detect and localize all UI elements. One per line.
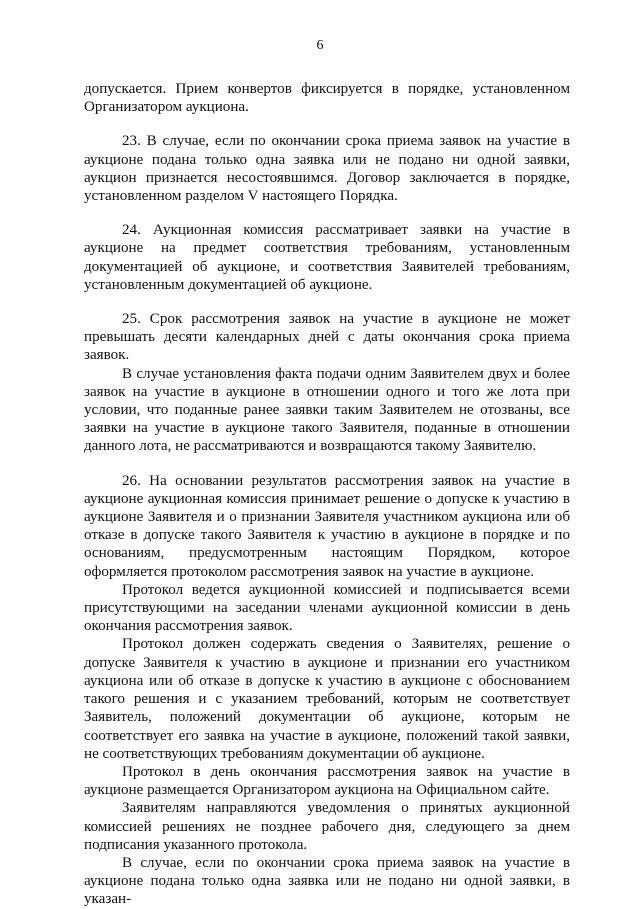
paragraph-continuation: допускается. Прием конвертов фиксируется в порядке, установленном Организатором аукциона. [84, 81, 570, 116]
paragraph-26-protocol-publication: Протокол в день окончания рассмотрения заявок на участие в аукционе размещается Организатором аукциона на Официальном сайте. [84, 763, 570, 799]
paragraph-gap [84, 205, 570, 221]
paragraph-26-notifications: Заявителям направляются уведомления о принятых аукционной комиссией решениях не позднее рабочего дня, следующего за днем подписания указанного протокола. [84, 800, 570, 853]
document-body [84, 80, 570, 909]
paragraph-26-protocol-contents: Протокол должен содержать сведения о Заявителях, решение о допуске Заявителя к участию в аукционе и признании его участником аукциона или об отказе в допуске к участию в аукционе с обоснованием такого решения и с указанием требований, которым не соответствует Заявитель, положений документации об аукционе, которым не соответствует его заявка на участие в аукционе, положений такой заявки, не соответствующих требованиям документации об аукционе. [84, 636, 570, 762]
page-number: 6 [316, 38, 324, 53]
paragraph-25: 25. Срок рассмотрения заявок на участие в аукционе не может превышать десяти календарных дней с даты окончания срока приема заявок. [84, 311, 570, 364]
paragraph-25-duplicate-applications: В случае установления факта подачи одним Заявителем двух и более заявок на участие в аукционе в отношении одного и того же лота при условии, что поданные ранее заявки таким Заявителем не отозваны, все заявки на участие в аукционе такого Заявителя, поданные в отношении данного лота, не рассматриваются и возвращаются такому Заявителю. [84, 365, 570, 455]
paragraph-26-single-application: В случае, если по окончании срока приема заявок на участие в аукционе подана только одна заявка или не подано ни одной заявки, в указан- [84, 854, 570, 908]
paragraph-26: 26. На основании результатов рассмотрения заявок на участие в аукционе аукционная комиссия принимает решение о допуске к участию в аукционе Заявителя и о признании Заявителя участником аукциона или об отказе в допуске такого Заявителя к участию в аукционе в порядке и по основаниям, предусмотренным настоящим Порядком, которое оформляется протоколом рассмотрения заявок на участие в аукционе. [84, 472, 570, 580]
paragraph-gap [84, 294, 570, 310]
paragraph-23: 23. В случае, если по окончании срока приема заявок на участие в аукционе подана только одна заявка или не подано ни одной заявки, аукцион признается несостоявшимся. Договор заключается в порядке, установленном разделом V настоящего Порядка. [84, 133, 570, 205]
paragraph-24: 24. Аукционная комиссия рассматривает заявки на участие в аукционе на предмет соответствия требованиям, установленным документацией об аукционе, и соответствия Заявителей требованиям, установленным документацией об аукционе. [84, 222, 570, 293]
paragraph-26-protocol-signing: Протокол ведется аукционной комиссией и подписывается всеми присутствующими на заседании членами аукционной комиссии в день окончания рассмотрения заявок. [84, 581, 570, 635]
paragraph-gap [84, 456, 570, 472]
paragraph-gap [84, 116, 570, 132]
